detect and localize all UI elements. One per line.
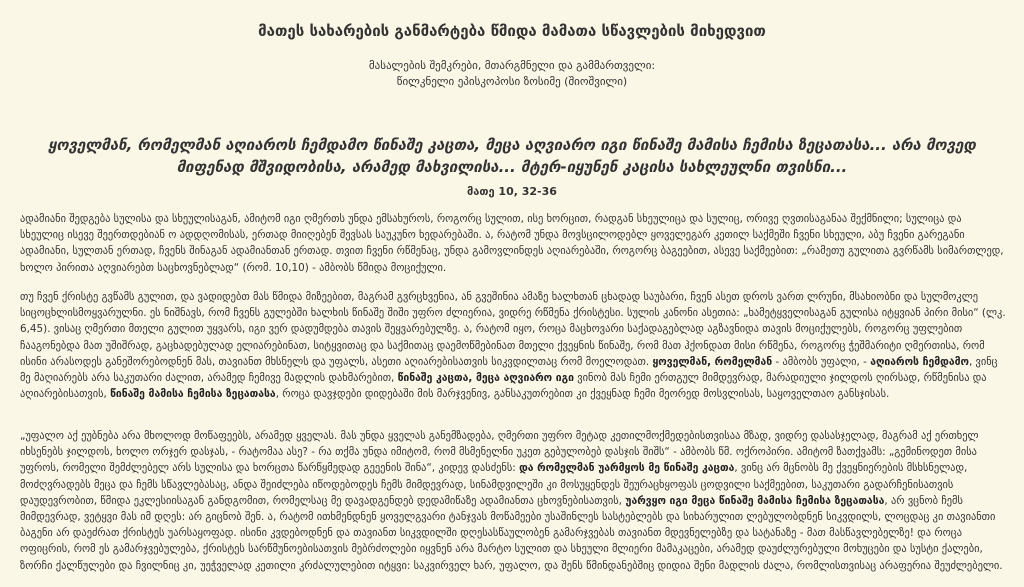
paragraph-2-text-c: , ვინც მე მაღიარებს არა საკუთარი ძალით, არამედ ჩემივე მადლის დახმარებით, <box>20 355 998 385</box>
paragraph-2 <box>20 289 1006 402</box>
compiler-role: მასალების შემკრები, მთარგმნელი და გამმართველი: <box>368 59 656 72</box>
paragraph-2-bold-a: ყოველმან, რომელმან <box>652 355 773 368</box>
document-title: მათეს სახარების განმარტება წმიდა მამათა სწავლების მიხედვით <box>258 22 766 40</box>
paragraph-3-bold-b: უარვყო იგი მეცა წინაშე მამისა ჩემისა ზეცათასა <box>625 494 885 507</box>
compiler-credit <box>0 58 1024 90</box>
compiler-name: წილკნელი ეპისკოპოსი ზოსიმე (შიოშვილი) <box>396 75 628 88</box>
paragraph-3-bold-a: და რომელმან უარმყოს მე წინაშე კაცთა <box>519 462 735 475</box>
paragraph-2-bold-b: აღიაროს ჩემდამო <box>870 355 969 368</box>
paragraph-2-text-b: - ამბობს უფალი, - <box>772 355 871 368</box>
paragraph-2-text-a: თუ ჩვენ ქრისტე გვწამს გულით, და ვადიდებთ მას წმიდა მიზეებით, მაგრამ გვრცხვენია, ან გვეშინია ამაზე ხალხთან ცხადად საუბარი, ჩვენ ასეთ დროს ვართ ლრუნი, მსახიობნი და სულმოკლე სიცოცხლისმოყვარულნი. ეს ნიშნავს, რომ ჩვენს გულებში ხალხის წინაშე შიში უფრო ძლიერია, ვიდრე რწმენა ქრისტესი. სულის კანონი ასეთია: „ხამეტყველისაგან გულისა იტყვიან პირი მისი“ (ლკ. 6,45). ვისაც ღმერთი მთელი გულით უყვარს, იგი ვერ დადუმდება თავის შეყვარებულზე. ა, რატომ იყო, როცა მაცხოვარი საქადაგებლად აგზავნიდა თავის მოციქულებს, როგორც უფლებით ჩააგონებდა მათ უშიშრად, გაცხადებულად ელიარებინათ, სიტყვითაც და საქმითაც დაემოწმებინათ მთელი ქვეყნის წინაშე, რომ მათ ჰქონდათ მისი რწმენა, როგორც ჭეშმარიტი ღმერთისა, რომ ისინი არასოდეს განეშორებოდნენ მას, თავიანთ მხსნელს და უფალს, ასეთი აღიარებისათვის სიკვდილთაც რომ მოელოდათ. <box>20 291 1006 368</box>
paragraph-2-text-d: ვინობ მას ჩემი ერთგულ მიმდევრად, მარადიული ჯილდოს ღირსად, რწმენისა და აღიარებისათვის, <box>20 372 987 401</box>
citation: მათე 10, 32-36 <box>467 185 557 198</box>
paragraph-2-text-e: , როცა დავჯდები დიდებაში მის მარჯვენივ, განსაკუთრებით კი ქვეყნად ჩემი მეორედ მოსვლისას, საყოველთაო განსჯისას. <box>275 388 890 401</box>
paragraph-2-bold-c: წინაშე კაცთა, მეცა აღვიარო იგი <box>397 372 574 385</box>
paragraph-3-text-c: , არ ვცნობ ჩემს მიმდევრად, ვეტყვი მას იმ დღეს: არ გიცნობ შენ. ა, რატომ ითხმენდნენ ყოველგვარი ტანჯვას მოწამეები უსაშინლეს სასტებლებს და სიხარულით ლებულობდნენ სიკვდილს, ლოცდაც კი თავიანთი ბაგენი არ დაეძრათ ქრისტეს უარსაყოფად. ისინი კვდებოდნენ და თავიანთ სიკვდილში დღესასწაულობენ გამარჯვებას თავიანთ მდევნელებზე და სატანაზე - მათ მასწავლებელზე! და როცა ოფიცრის, რომ ეს გამარჯვებულება, ქრისტეს სარწმუნოებისათვის მებრძოლები იყვნენ არა მარტო სულით და სხეული მლიერი მამაკაცები, არამედ დაუძლურებული მოხუცები და სუსტი ქალები, ზორჩი ქალწულები და ჩვილნიც კი, უეჭველად კეთილი კრძალულებით იტყვი: საკვირველ ხარ, უფალო, და შენს წმინდანებშიც დიდია შენი მადლის ძალა, რომლისთვისაც არაფერია შეუძლებელი. <box>20 494 1003 572</box>
paragraph-1: ადამიანი შედგება სულისა და სხეულისაგან, ამიტომ იგი ღმერთს უნდა ემსახუროს, როგორც სულით, ისე ხორცით, რადგან სხეულიცა და სულიც, ორივე ღვთისაგანაა შექმნილი; სულიცა და სხეულიც ისევე შეერთდებიან ო ადდღომისას, ერთად მიიღებენ შევსას საუკუნო ხედარებაში. ა, რატომ უნდა მოვსცილოდებლ ყოველეგარ კეთილ საქმეში ჩვენი სხეული, აბუ ჩვენი გარეგანი ადამიანი, სულთან ერთად, ჩვენს შინაგან ადამიანთან ერთად. თვით ჩვენი რწმენაც, უნდა გამოვლინდეს აღიარებაში, როგორც ბაგეებით, ასევე საქმეებით: „რამეთუ გულითა გვრწამს სიმართლედ, ხოლო პირითა აღვიარებთ საცხოვნებლად“ (რომ. 10,10) - ამბობს წმიდა მოციქული. <box>20 213 1004 274</box>
paragraph-3 <box>20 428 1006 574</box>
paragraph-3-text-a: „უფალო აქ ეუბნება არა მხოლოდ მოწაფეებს, არამედ ყველას. მას უნდა ყველას განემზადება, ღმერთი უფრო მეტად კეთილმოქმედებისთვისაა მზად, ვიდრე დასასჯელად, მაგრამ აქ ერთხელ იხსენებს ჯილდოს, ხოლო ორჯერ დასჯას, - რატომაა ასე? - რა თქმა უნდა იმიტომ, რომ მსმენელნი უკეთ გებულობებ დასჯის შიშს“ - ამბობს წმ. ოქროპირი. ამიტომ ზათქვამს: „გემინოდეთ მისა უფროს, რომელი შემძლებელ არს სულისა და ხორცთა წარწყმედად გეეენის შინა“, კიდევ დასძენს: <box>20 430 979 475</box>
epigraph: ყოველმან, რომელმან აღიაროს ჩემდამო წინაშე კაცთა, მეცა აღვიარო იგი წინაშე მამისა ჩემისა ზეცათასა... არა მოვედ მიფენად მშვიდობისა, არამედ მახვილისა... მტერ-იყუნენ კაცისა სახლეულნი თვისნი... <box>48 136 976 176</box>
paragraph-2-bold-d: წინაშე მამისა ჩემისა ზეცათასა <box>110 388 276 401</box>
paragraph-3-text-b: , ვინც არ მცნობს მე ქვეყნიერების მსხსნელად, მოძღვრადებს მეცა და ჩემს სწავლებასაც, ანდა შეიძლება იწოდებოდეს ჩემს მიმდევრად, სინამდვილეში კი მოსუყენდეს შეურაცხყოფას ცოდვილი საქმეებით, საკუთარი გადარჩენისათვის დაუდევრობით, წმიდა ეკლესიისაგან განდგომით, რომელსაც მე დავადგენდებ დედამიწაზე ადამიანთა ცხოვნებისათვის, <box>20 462 968 507</box>
